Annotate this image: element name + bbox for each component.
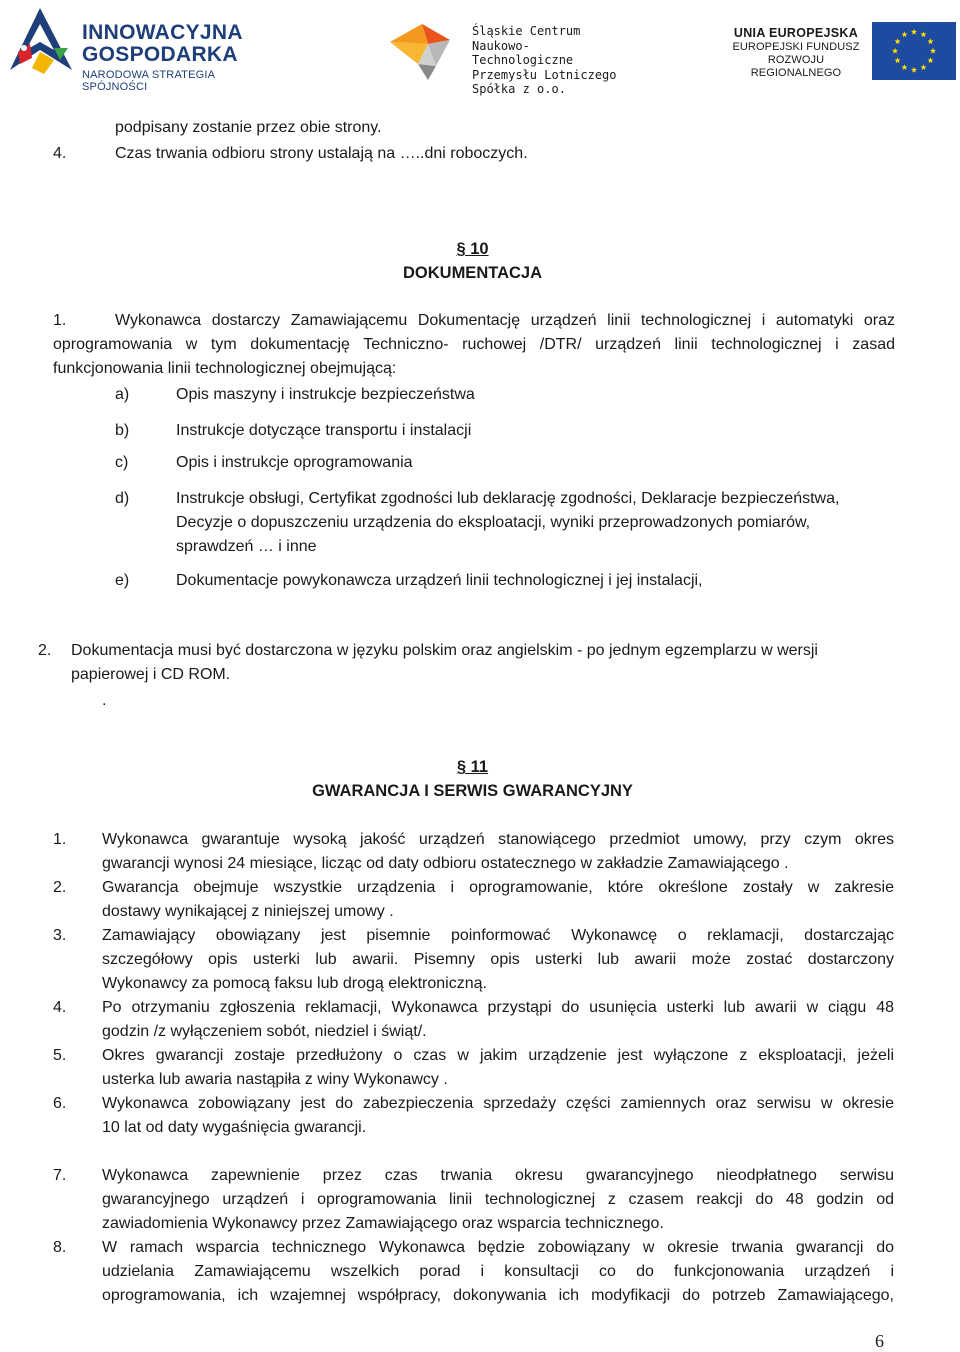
item-line: Wykonawcy za pomocą faksu lub drogą elektroniczną. <box>102 975 487 992</box>
item-line: Okres gwarancji zostaje przedłużony o czas w jakim urządzenie jest wyłączone z eksploatacji, jeżeli <box>102 1047 894 1064</box>
item-line: Wykonawca zobowiązany jest do zabezpieczenia sprzedaży części zamiennych oraz serwisu w okresie <box>102 1095 894 1112</box>
paragraph-line: Wykonawca dostarczy Zamawiającemu Dokumentację urządzeń linii technologicznej i automatyki oraz <box>115 312 895 329</box>
list-item: Instrukcje dotyczące transportu i instalacji <box>176 422 472 439</box>
logo-center-line2: Naukowo-Technologiczne <box>472 38 574 67</box>
item-line: gwarancji wynosi 24 miesiące, licząc od daty odbioru ostatecznego w zakładzie Zamawiającego . <box>102 855 789 872</box>
paragraph-line: papierowej i CD ROM. <box>71 666 231 683</box>
logo-center-line3: Przemysłu Lotniczego <box>472 67 617 82</box>
item-line: W ramach wsparcia technicznego Wykonawca będzie zobowiązany w okresie trwania gwarancji do <box>102 1239 894 1256</box>
stray-dot: . <box>102 692 107 709</box>
item-text: Czas trwania odbioru strony ustalają na …..dni roboczych. <box>115 145 528 162</box>
section-number <box>0 238 945 260</box>
logo-left-line1: INNOWACYJNA <box>82 21 243 44</box>
list-item: Opis maszyny i instrukcje bezpieczeństwa <box>176 386 475 403</box>
item-line: zawiadomienia Wykonawcy przez Zamawiającego oraz wsparcia technicznego. <box>102 1215 664 1232</box>
list-marker: c) <box>115 454 129 471</box>
item-number: 8. <box>53 1239 67 1256</box>
page-number: 6 <box>875 1331 884 1351</box>
item-number: 5. <box>53 1047 67 1064</box>
item-line: gwarancyjnego urządzeń i oprogramowania linii technologicznej z czasem reakcji do 48 godzin od <box>102 1191 894 1208</box>
item-line: 10 lat od daty wygaśnięcia gwarancji. <box>102 1119 367 1136</box>
item-number: 4. <box>53 145 67 162</box>
item-line: Wykonawca zapewnienie przez czas trwania okresu gwarancyjnego nieodpłatnego serwisu <box>102 1167 894 1184</box>
logo-right-line3: ROZWOJU REGIONALNEGO <box>750 54 842 79</box>
item-line: Wykonawca gwarantuje wysoką jakość urządzeń stanowiącego przedmiot umowy, przy czym okres <box>102 831 894 848</box>
section-10-title: DOKUMENTACJA <box>402 264 543 282</box>
item-number: 3. <box>53 927 67 944</box>
paragraph-number: 2. <box>38 642 52 659</box>
logo-left-line3: NARODOWA STRATEGIA SPÓJNOŚCI <box>82 69 215 93</box>
item-line: oprogramowania, ich wzajemnej współpracy, dokonywania ich modyfikacji do potrzeb Zamawiającego, <box>102 1287 894 1304</box>
paragraph-line: funkcjonowania linii technologicznej obejmującą: <box>53 360 397 377</box>
list-item: Dokumentacje powykonawcza urządzeń linii technologicznej i jej instalacji, <box>176 572 703 589</box>
item-line: Gwarancja obejmuje wszystkie urządzenia i oprogramowanie, które określone zostały w zakresie <box>102 879 894 896</box>
list-marker: d) <box>115 490 130 507</box>
item-line: usterka lub awaria nastąpiła z winy Wykonawcy . <box>102 1071 448 1088</box>
continued-text: podpisany zostanie przez obie strony. <box>115 119 382 136</box>
section-10-number: § 10 <box>456 240 489 258</box>
section-number <box>0 756 945 778</box>
list-item: sprawdzeń … i inne <box>176 538 317 555</box>
item-line: Po otrzymaniu zgłoszenia reklamacji, Wykonawca przystąpi do usunięcia usterki lub awarii w ciągu 48 <box>102 999 894 1016</box>
item-line: dostawy wynikającej z niniejszej umowy . <box>102 903 394 920</box>
section-11-title: GWARANCJA I SERWIS GWARANCYJNY <box>312 782 633 800</box>
list-marker: b) <box>115 422 130 439</box>
item-number: 4. <box>53 999 67 1016</box>
paragraph-number: 1. <box>53 312 67 329</box>
list-item: Opis i instrukcje oprogramowania <box>176 454 413 471</box>
list-marker: e) <box>115 572 130 589</box>
paragraph-line: oprogramowania w tym dokumentację Techniczno- ruchowej /DTR/ urządzeń linii technologicznej i zasad <box>53 336 895 353</box>
logo-right-line2: EUROPEJSKI FUNDUSZ <box>732 41 860 53</box>
logo-left-line2: GOSPODARKA <box>82 43 238 66</box>
item-number: 1. <box>53 831 67 848</box>
section-11-number: § 11 <box>456 758 489 776</box>
list-marker: a) <box>115 386 130 403</box>
logo-right-line1: UNIA EUROPEJSKA <box>733 26 859 40</box>
item-number: 7. <box>53 1167 67 1184</box>
item-line: Zamawiający obowiązany jest pisemnie poinformować Wykonawcę o reklamacji, dostarczając <box>102 927 894 944</box>
item-line: szczegółowy opis usterki lub awarii. Pisemny opis usterki lub awarii może zostać dostarczony <box>102 951 894 968</box>
list-item: Instrukcje obsługi, Certyfikat zgodności lub deklarację zgodności, Deklaracje bezpieczeństwa, <box>176 490 840 507</box>
item-number: 2. <box>53 879 67 896</box>
logo-center-line1: Śląskie Centrum <box>472 24 581 38</box>
list-item: Decyzje o dopuszczeniu urządzenia do eksploatacji, wyniki przeprowadzonych pomiarów, <box>176 514 811 531</box>
logo-center-line4: Spółka z o.o. <box>472 82 566 96</box>
item-line: godzin /z wyłączeniem sobót, niedziel i świąt/. <box>102 1023 427 1040</box>
paragraph-line: Dokumentacja musi być dostarczona w języku polskim oraz angielskim - po jednym egzemplarzu w wersji <box>71 642 818 659</box>
item-line: udzielania Zamawiającemu wszelkich porad i konsultacji co do funkcjonowania urządzeń i <box>102 1263 894 1280</box>
item-number: 6. <box>53 1095 67 1112</box>
